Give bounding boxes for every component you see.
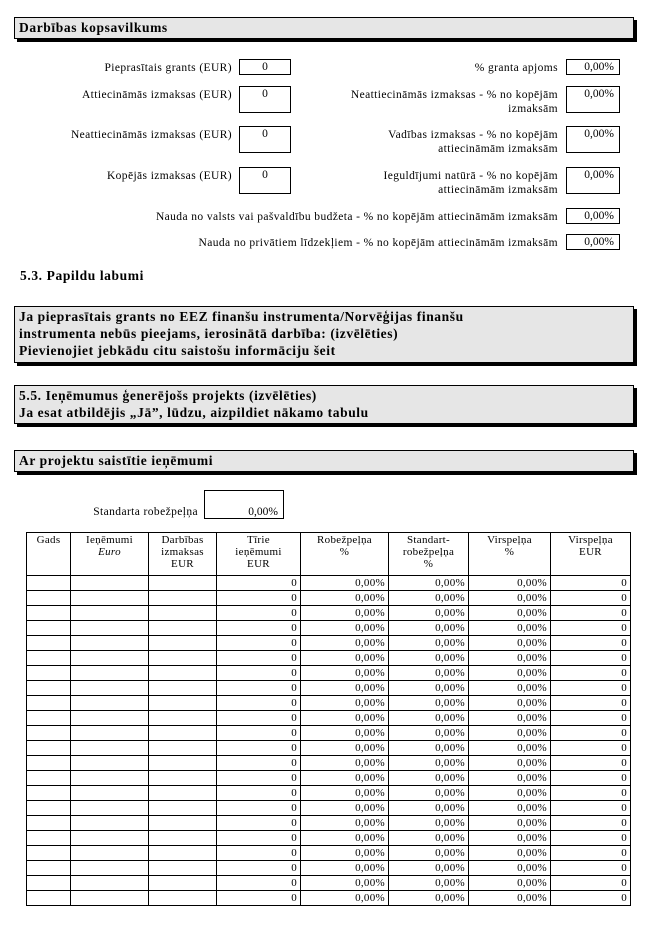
table-cell[interactable]: 0,00% [469, 681, 551, 696]
table-cell[interactable] [71, 831, 149, 846]
table-cell[interactable] [27, 711, 71, 726]
table-cell[interactable]: 0,00% [469, 891, 551, 906]
table-cell[interactable]: 0 [217, 771, 301, 786]
table-cell[interactable] [149, 696, 217, 711]
table-cell[interactable] [71, 876, 149, 891]
management-pct-label-line2: attiecināmām izmaksām [438, 143, 558, 155]
table-cell[interactable] [27, 861, 71, 876]
table-row [27, 771, 631, 786]
table-cell[interactable] [71, 846, 149, 861]
table-row [27, 666, 631, 681]
table-cell[interactable] [149, 576, 217, 591]
table-cell[interactable]: 0 [551, 606, 631, 621]
requested-grant-label: Pieprasītais grants (EUR) [104, 62, 232, 74]
std-margin-label: Standarta robežpeļņa [93, 506, 198, 518]
table-cell[interactable]: 0 [217, 591, 301, 606]
table-cell[interactable]: 0,00% [301, 606, 389, 621]
table-cell[interactable] [71, 636, 149, 651]
table-cell[interactable]: 0 [551, 711, 631, 726]
eligible-costs-field[interactable]: 0 [239, 86, 291, 113]
table-cell[interactable]: 0,00% [469, 711, 551, 726]
in-kind-pct-label-line1: Ieguldījumi natūrā - % no kopējām [383, 170, 558, 182]
table-cell[interactable] [149, 861, 217, 876]
table-cell[interactable]: 0,00% [469, 801, 551, 816]
table-cell[interactable]: 0 [551, 726, 631, 741]
table-cell[interactable]: 0,00% [469, 786, 551, 801]
table-cell[interactable] [149, 756, 217, 771]
table-cell[interactable] [71, 711, 149, 726]
budget-pct-field[interactable]: 0,00% [566, 208, 620, 224]
table-cell[interactable] [149, 726, 217, 741]
revenue-project-line2: Ja esat atbildējis „Jā”, lūdzu, aizpildiet nākamo tabulu [19, 405, 369, 420]
table-cell[interactable]: 0 [551, 891, 631, 906]
summary-header [14, 17, 634, 39]
table-cell[interactable]: 0,00% [301, 846, 389, 861]
table-cell[interactable]: 0,00% [469, 816, 551, 831]
table-cell[interactable]: 0,00% [389, 861, 469, 876]
table-row [27, 711, 631, 726]
table-cell[interactable]: 0 [217, 666, 301, 681]
table-cell[interactable]: 0 [217, 606, 301, 621]
budget-pct-label: Nauda no valsts vai pašvaldību budžeta - % no kopējām attiecināmām izmaksām [155, 211, 558, 223]
table-cell[interactable] [71, 576, 149, 591]
table-cell[interactable] [149, 816, 217, 831]
in-kind-pct-label [300, 169, 558, 197]
table-cell[interactable] [71, 801, 149, 816]
table-row [27, 621, 631, 636]
table-cell[interactable]: 0,00% [389, 606, 469, 621]
table-cell[interactable]: 0,00% [469, 771, 551, 786]
total-costs-label: Kopējās izmaksas (EUR) [106, 170, 232, 182]
table-cell[interactable]: 0,00% [389, 801, 469, 816]
table-cell[interactable]: 0,00% [469, 861, 551, 876]
ineligible-pct-field[interactable]: 0,00% [566, 86, 620, 113]
table-cell[interactable]: 0,00% [301, 651, 389, 666]
table-cell[interactable]: 0,00% [389, 876, 469, 891]
table-cell[interactable]: 0,00% [389, 591, 469, 606]
ineligible-pct-label-line2: izmaksām [508, 103, 558, 115]
table-cell[interactable]: 0,00% [469, 606, 551, 621]
table-cell[interactable] [149, 801, 217, 816]
table-cell[interactable]: 0,00% [389, 696, 469, 711]
table-cell[interactable]: 0 [217, 831, 301, 846]
table-cell[interactable] [71, 771, 149, 786]
table-cell[interactable]: 0,00% [389, 816, 469, 831]
requested-grant-field[interactable]: 0 [239, 59, 291, 75]
col-std-margin-pct: Standart- robežpeļņa % [389, 533, 469, 576]
table-cell[interactable] [27, 666, 71, 681]
management-pct-label [300, 128, 558, 156]
table-cell[interactable] [149, 831, 217, 846]
table-cell[interactable] [71, 786, 149, 801]
ineligible-costs-field[interactable]: 0 [239, 126, 291, 153]
table-cell[interactable]: 0 [217, 756, 301, 771]
col-excess-pct: Virspeļņa % [469, 533, 551, 576]
table-cell[interactable] [149, 591, 217, 606]
additional-benefits-box[interactable] [14, 306, 634, 363]
table-cell[interactable] [27, 786, 71, 801]
table-cell[interactable]: 0,00% [389, 831, 469, 846]
eligible-costs-label: Attiecināmās izmaksas (EUR) [81, 89, 232, 101]
table-cell[interactable] [27, 681, 71, 696]
table-cell[interactable]: 0 [551, 786, 631, 801]
table-cell[interactable]: 0 [551, 681, 631, 696]
table-cell[interactable]: 0,00% [389, 741, 469, 756]
col-year: Gads [27, 533, 71, 576]
table-cell[interactable]: 0 [551, 696, 631, 711]
table-cell[interactable]: 0,00% [301, 816, 389, 831]
table-cell[interactable]: 0,00% [469, 831, 551, 846]
table-cell[interactable] [27, 801, 71, 816]
table-cell[interactable] [71, 681, 149, 696]
table-cell[interactable]: 0,00% [389, 576, 469, 591]
table-cell[interactable] [27, 636, 71, 651]
table-cell[interactable]: 0,00% [301, 756, 389, 771]
col-operating-costs: Darbības izmaksas EUR [149, 533, 217, 576]
revenue-title: Ar projektu saistītie ieņēmumi [19, 453, 214, 468]
table-cell[interactable]: 0,00% [469, 846, 551, 861]
table-row [27, 831, 631, 846]
table-cell[interactable]: 0,00% [389, 771, 469, 786]
additional-benefits-line3: Pievienojiet jebkādu citu saistošu informāciju šeit [19, 343, 336, 358]
table-cell[interactable]: 0,00% [301, 876, 389, 891]
table-cell[interactable] [149, 651, 217, 666]
table-cell[interactable]: 0 [217, 636, 301, 651]
table-cell[interactable]: 0,00% [469, 696, 551, 711]
private-pct-field[interactable]: 0,00% [566, 234, 620, 250]
table-cell[interactable] [149, 891, 217, 906]
table-cell[interactable]: 0,00% [389, 651, 469, 666]
table-row [27, 696, 631, 711]
table-cell[interactable] [27, 756, 71, 771]
table-cell[interactable]: 0,00% [389, 756, 469, 771]
table-cell[interactable] [149, 606, 217, 621]
table-row [27, 606, 631, 621]
table-cell[interactable] [71, 606, 149, 621]
table-cell[interactable] [27, 591, 71, 606]
table-cell[interactable]: 0 [217, 696, 301, 711]
table-cell[interactable]: 0,00% [301, 726, 389, 741]
table-cell[interactable]: 0 [551, 831, 631, 846]
summary-title: Darbības kopsavilkums [19, 20, 168, 35]
table-cell[interactable]: 0 [217, 651, 301, 666]
ineligible-pct-label [300, 88, 558, 116]
additional-benefits-line2: instrumenta nebūs pieejams, ierosinātā darbība: (izvēlēties) [19, 326, 399, 341]
col-revenue: Ieņēmumi Euro [71, 533, 149, 576]
table-cell[interactable]: 0,00% [301, 666, 389, 681]
table-cell[interactable]: 0,00% [301, 741, 389, 756]
ineligible-pct-label-line1: Neattiecināmās izmaksas - % no kopējām [350, 89, 558, 101]
table-cell[interactable]: 0 [551, 846, 631, 861]
table-cell[interactable] [71, 756, 149, 771]
table-cell[interactable]: 0,00% [301, 711, 389, 726]
table-cell[interactable]: 0,00% [301, 861, 389, 876]
table-cell[interactable] [27, 606, 71, 621]
table-cell[interactable] [27, 846, 71, 861]
grant-volume-field[interactable]: 0,00% [566, 59, 620, 75]
management-pct-field[interactable]: 0,00% [566, 126, 620, 153]
table-cell[interactable]: 0,00% [301, 771, 389, 786]
table-cell[interactable] [149, 741, 217, 756]
table-cell[interactable]: 0 [217, 891, 301, 906]
grant-volume-label: % granta apjoms [474, 62, 558, 74]
private-pct-label: Nauda no privātiem līdzekļiem - % no kopējām attiecināmām izmaksām [198, 237, 558, 249]
table-cell[interactable]: 0 [217, 741, 301, 756]
table-cell[interactable]: 0,00% [469, 636, 551, 651]
table-cell[interactable]: 0,00% [469, 726, 551, 741]
table-cell[interactable] [149, 876, 217, 891]
table-cell[interactable]: 0,00% [301, 801, 389, 816]
table-cell[interactable] [149, 621, 217, 636]
table-row [27, 591, 631, 606]
table-row [27, 651, 631, 666]
col-margin-pct: Robežpeļņa % [301, 533, 389, 576]
table-row [27, 816, 631, 831]
table-cell[interactable] [71, 726, 149, 741]
table-cell[interactable] [27, 576, 71, 591]
table-cell[interactable] [27, 816, 71, 831]
table-cell[interactable]: 0,00% [301, 891, 389, 906]
table-cell[interactable] [27, 696, 71, 711]
table-cell[interactable] [71, 816, 149, 831]
management-pct-label-line1: Vadības izmaksas - % no kopējām [388, 129, 558, 141]
table-cell[interactable]: 0 [551, 591, 631, 606]
table-row [27, 786, 631, 801]
table-cell[interactable] [71, 651, 149, 666]
table-cell[interactable]: 0 [217, 846, 301, 861]
std-margin-field[interactable]: 0,00% [204, 490, 284, 519]
table-cell[interactable]: 0 [551, 861, 631, 876]
table-cell[interactable]: 0,00% [301, 576, 389, 591]
table-cell[interactable]: 0 [551, 651, 631, 666]
table-cell[interactable]: 0,00% [389, 891, 469, 906]
table-cell[interactable]: 0 [217, 801, 301, 816]
table-cell[interactable]: 0,00% [389, 846, 469, 861]
table-cell[interactable]: 0,00% [389, 711, 469, 726]
col-excess-eur: Virspeļņa EUR [551, 533, 631, 576]
table-cell[interactable] [149, 846, 217, 861]
table-cell[interactable]: 0,00% [469, 621, 551, 636]
table-cell[interactable]: 0,00% [469, 741, 551, 756]
table-cell[interactable]: 0,00% [301, 696, 389, 711]
table-cell[interactable]: 0 [217, 576, 301, 591]
table-cell[interactable]: 0 [551, 741, 631, 756]
table-cell[interactable]: 0,00% [389, 726, 469, 741]
table-cell[interactable] [149, 711, 217, 726]
table-row [27, 846, 631, 861]
table-cell[interactable]: 0,00% [389, 636, 469, 651]
table-row [27, 891, 631, 906]
table-cell[interactable] [27, 651, 71, 666]
table-cell[interactable]: 0 [551, 621, 631, 636]
table-cell[interactable]: 0,00% [389, 621, 469, 636]
col-net-revenue: Tīrie ieņēmumi EUR [217, 533, 301, 576]
table-cell[interactable] [71, 591, 149, 606]
table-cell[interactable]: 0 [217, 621, 301, 636]
table-cell[interactable]: 0,00% [389, 681, 469, 696]
table-cell[interactable] [149, 666, 217, 681]
table-cell[interactable] [71, 696, 149, 711]
section-5-3-title: 5.3. Papildu labumi [20, 268, 144, 283]
table-cell[interactable] [149, 681, 217, 696]
table-cell[interactable]: 0,00% [469, 576, 551, 591]
table-cell[interactable] [27, 831, 71, 846]
table-cell[interactable] [27, 876, 71, 891]
table-cell[interactable]: 0,00% [301, 636, 389, 651]
table-cell[interactable] [71, 741, 149, 756]
table-row [27, 801, 631, 816]
table-cell[interactable]: 0,00% [469, 756, 551, 771]
table-cell[interactable]: 0,00% [469, 666, 551, 681]
table-row [27, 681, 631, 696]
table-row [27, 726, 631, 741]
table-cell[interactable] [27, 891, 71, 906]
table-cell[interactable]: 0,00% [469, 876, 551, 891]
table-cell[interactable]: 0 [217, 681, 301, 696]
table-cell[interactable]: 0,00% [301, 681, 389, 696]
table-cell[interactable]: 0,00% [301, 591, 389, 606]
table-row [27, 861, 631, 876]
table-cell[interactable]: 0 [217, 786, 301, 801]
table-cell[interactable]: 0 [551, 801, 631, 816]
table-row [27, 576, 631, 591]
table-cell[interactable] [27, 726, 71, 741]
table-cell[interactable]: 0 [217, 726, 301, 741]
revenue-project-line1: 5.5. Ieņēmumus ģenerējošs projekts (izvēlēties) [19, 388, 317, 403]
table-cell[interactable]: 0 [551, 756, 631, 771]
table-row [27, 636, 631, 651]
revenue-table-header [27, 533, 631, 576]
in-kind-pct-label-line2: attiecināmām izmaksām [438, 184, 558, 196]
table-cell[interactable]: 0 [551, 636, 631, 651]
table-cell[interactable] [71, 861, 149, 876]
table-cell[interactable]: 0,00% [389, 666, 469, 681]
table-cell[interactable]: 0 [551, 576, 631, 591]
table-cell[interactable]: 0 [551, 666, 631, 681]
table-cell[interactable]: 0,00% [301, 786, 389, 801]
table-cell[interactable]: 0 [217, 816, 301, 831]
additional-benefits-line1: Ja pieprasītais grants no EEZ finanšu instrumenta/Norvēģijas finanšu [19, 309, 464, 324]
table-cell[interactable]: 0 [551, 771, 631, 786]
revenue-project-box[interactable] [14, 385, 634, 424]
table-cell[interactable] [149, 771, 217, 786]
table-cell[interactable]: 0 [551, 816, 631, 831]
table-cell[interactable]: 0 [217, 711, 301, 726]
total-costs-field[interactable]: 0 [239, 167, 291, 194]
table-row [27, 741, 631, 756]
table-cell[interactable] [71, 891, 149, 906]
table-cell[interactable] [149, 786, 217, 801]
table-cell[interactable]: 0,00% [389, 786, 469, 801]
table-cell[interactable] [71, 621, 149, 636]
table-cell[interactable] [27, 621, 71, 636]
table-cell[interactable] [27, 771, 71, 786]
revenue-header [14, 450, 634, 472]
table-cell[interactable]: 0 [217, 861, 301, 876]
table-cell[interactable]: 0 [217, 876, 301, 891]
table-cell[interactable]: 0 [551, 876, 631, 891]
table-cell[interactable]: 0,00% [469, 591, 551, 606]
table-cell[interactable] [149, 636, 217, 651]
table-cell[interactable]: 0,00% [469, 651, 551, 666]
table-cell[interactable]: 0,00% [301, 621, 389, 636]
table-cell[interactable] [71, 666, 149, 681]
revenue-table [26, 532, 631, 906]
table-row [27, 876, 631, 891]
table-row [27, 756, 631, 771]
table-cell[interactable]: 0,00% [301, 831, 389, 846]
ineligible-costs-label: Neattiecināmās izmaksas (EUR) [70, 129, 232, 141]
table-cell[interactable] [27, 741, 71, 756]
in-kind-pct-field[interactable]: 0,00% [566, 167, 620, 194]
